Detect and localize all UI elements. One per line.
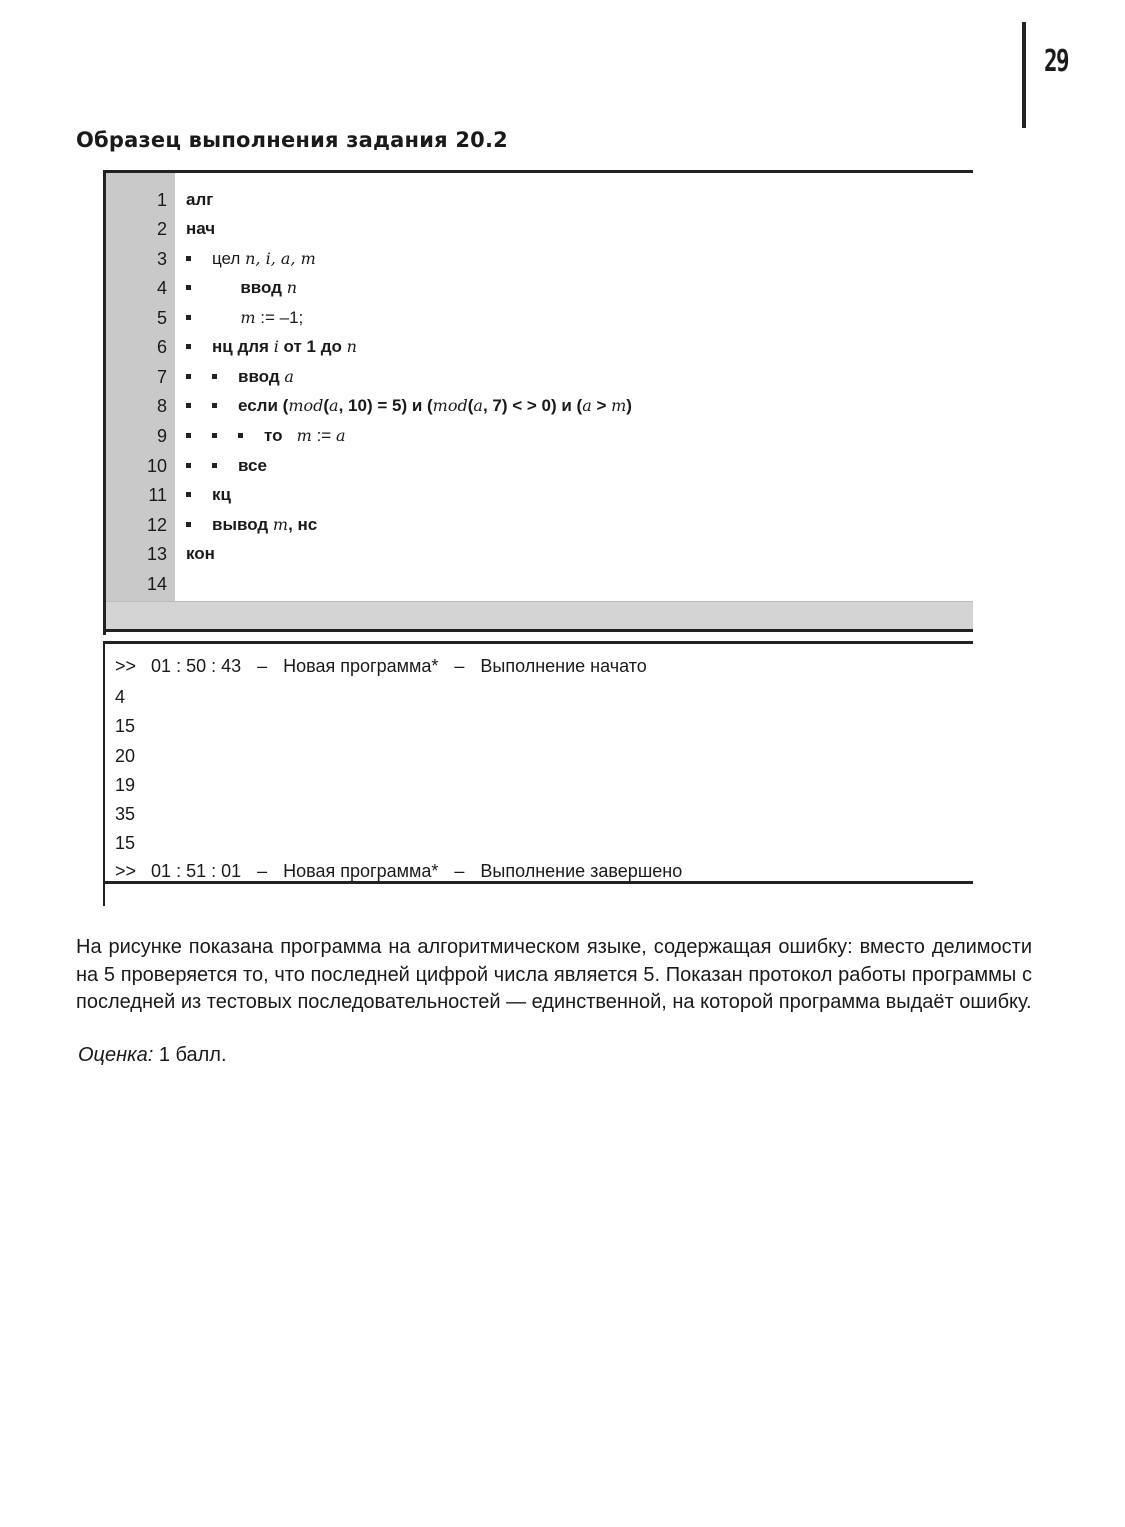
console-output-line: 35 (115, 804, 136, 824)
code-line (103, 213, 971, 243)
condition-text: ) (626, 396, 632, 415)
console-status: Выполнение завершено (480, 861, 683, 881)
console-output-line: 19 (115, 775, 136, 795)
console-status: Выполнение начато (480, 656, 647, 676)
console-start-line (115, 656, 647, 677)
editor-scrollbar (106, 601, 973, 630)
console-top-border (103, 641, 973, 644)
execution-console (103, 641, 973, 906)
condition-text: > (591, 396, 612, 415)
code-line (103, 361, 971, 391)
keyword: нач (186, 219, 216, 238)
variable: m (611, 396, 627, 415)
condition-text: ( (323, 396, 330, 415)
console-prompt: >> (115, 861, 137, 881)
condition-text: ( (467, 396, 474, 415)
variable: a (329, 396, 339, 415)
variable: a (473, 396, 483, 415)
function-name: mod (288, 396, 324, 415)
console-dash: – (257, 861, 268, 881)
console-left-border (103, 641, 105, 906)
keyword: ввод (240, 278, 282, 297)
console-dash: – (454, 861, 465, 881)
console-prompt: >> (115, 656, 137, 676)
line-number: 9 (156, 426, 167, 446)
line-number: 3 (156, 249, 167, 269)
indent-dot (186, 256, 191, 261)
variable: m (240, 308, 256, 327)
console-time: 01 : 51 : 01 (151, 861, 242, 881)
keyword: цел (212, 249, 241, 268)
line-number: 4 (156, 278, 167, 298)
indent-dot (212, 374, 217, 379)
variable: a (284, 367, 294, 386)
line-number: 5 (156, 308, 167, 328)
indent-dot (186, 463, 191, 468)
condition-text: , 7) < > 0) и ( (482, 396, 583, 415)
code-line (103, 243, 971, 273)
condition-text: если ( (238, 396, 289, 415)
keyword: все (238, 456, 267, 475)
keyword: вывод (212, 515, 269, 534)
section-heading: Образец выполнения задания 20.2 (76, 128, 508, 152)
console-output-line: 4 (115, 687, 126, 707)
variable: i (273, 337, 279, 356)
code-line (103, 450, 971, 480)
indent-dot (186, 433, 191, 438)
code-line (103, 302, 971, 332)
indent-dot (186, 344, 191, 349)
line-number: 7 (156, 367, 167, 387)
line-number: 10 (146, 456, 167, 476)
indent-dot (238, 433, 243, 438)
console-program-name: Новая программа* (283, 656, 439, 676)
indent-dot (186, 285, 191, 290)
line-number: 13 (146, 544, 167, 564)
console-end-line (115, 861, 682, 882)
variable: n (286, 278, 298, 297)
function-name: mod (432, 396, 468, 415)
code-line (103, 390, 971, 420)
page-margin-rule (1022, 22, 1026, 128)
console-program-name: Новая программа* (283, 861, 439, 881)
condition-text: , 10) = 5) и ( (338, 396, 433, 415)
editor-bottom-border (103, 629, 973, 632)
keyword: от 1 до (283, 337, 342, 356)
indent-dot (186, 522, 191, 527)
code-line (103, 568, 971, 598)
keyword: ввод (238, 367, 280, 386)
keyword: кц (212, 485, 231, 504)
keyword: нц для (212, 337, 269, 356)
keyword: алг (186, 190, 214, 209)
code-line (103, 538, 971, 568)
variable: n (346, 337, 357, 356)
variable: m (272, 515, 289, 534)
code-line (103, 479, 971, 509)
page-number: 29 (1044, 44, 1069, 79)
console-output-line: 15 (115, 716, 136, 736)
console-time: 01 : 50 : 43 (151, 656, 242, 676)
keyword: то (264, 426, 283, 445)
score-line (78, 1044, 227, 1067)
indent-dot (186, 492, 191, 497)
indent-dot (212, 463, 217, 468)
variable: m (296, 426, 312, 445)
expression: := (311, 426, 336, 445)
explanation-text: На рисунке показана программа на алгоритмическом языке, содержащая ошибку: вместо делимости на 5 проверяется то, что последней цифрой числа является 5. Показан протокол работы программы с последней из тестовых последовательностей — единственной, на которой программа выдаёт ошибку. (76, 936, 1032, 1013)
indent-dot (212, 433, 217, 438)
code-editor (103, 170, 971, 635)
keyword: , нс (288, 515, 318, 534)
line-number: 8 (156, 396, 167, 416)
console-output-line: 20 (115, 746, 136, 766)
code-line (103, 272, 971, 302)
line-number: 2 (156, 219, 167, 239)
console-dash: – (454, 656, 465, 676)
keyword: кон (186, 544, 215, 563)
indent-dot (186, 403, 191, 408)
line-number: 1 (156, 190, 167, 210)
expression: := –1; (255, 308, 304, 327)
console-dash: – (257, 656, 268, 676)
line-number: 14 (146, 574, 167, 594)
console-output-line: 15 (115, 833, 136, 853)
code-line (103, 509, 971, 539)
line-number: 12 (146, 515, 167, 535)
score-label: Оценка: (78, 1044, 154, 1066)
score-value: 1 балл. (158, 1044, 227, 1066)
explanation-paragraph (76, 934, 1032, 1017)
indent-dot (212, 403, 217, 408)
indent-dot (186, 374, 191, 379)
indent-dot (186, 315, 191, 320)
code-line (103, 420, 971, 450)
line-number: 11 (148, 485, 167, 505)
line-number: 6 (156, 337, 167, 357)
code-line (103, 184, 971, 214)
variable-list: n, i, a, m (245, 249, 316, 268)
variable: a (582, 396, 592, 415)
variable: a (335, 426, 346, 445)
code-line (103, 331, 971, 361)
